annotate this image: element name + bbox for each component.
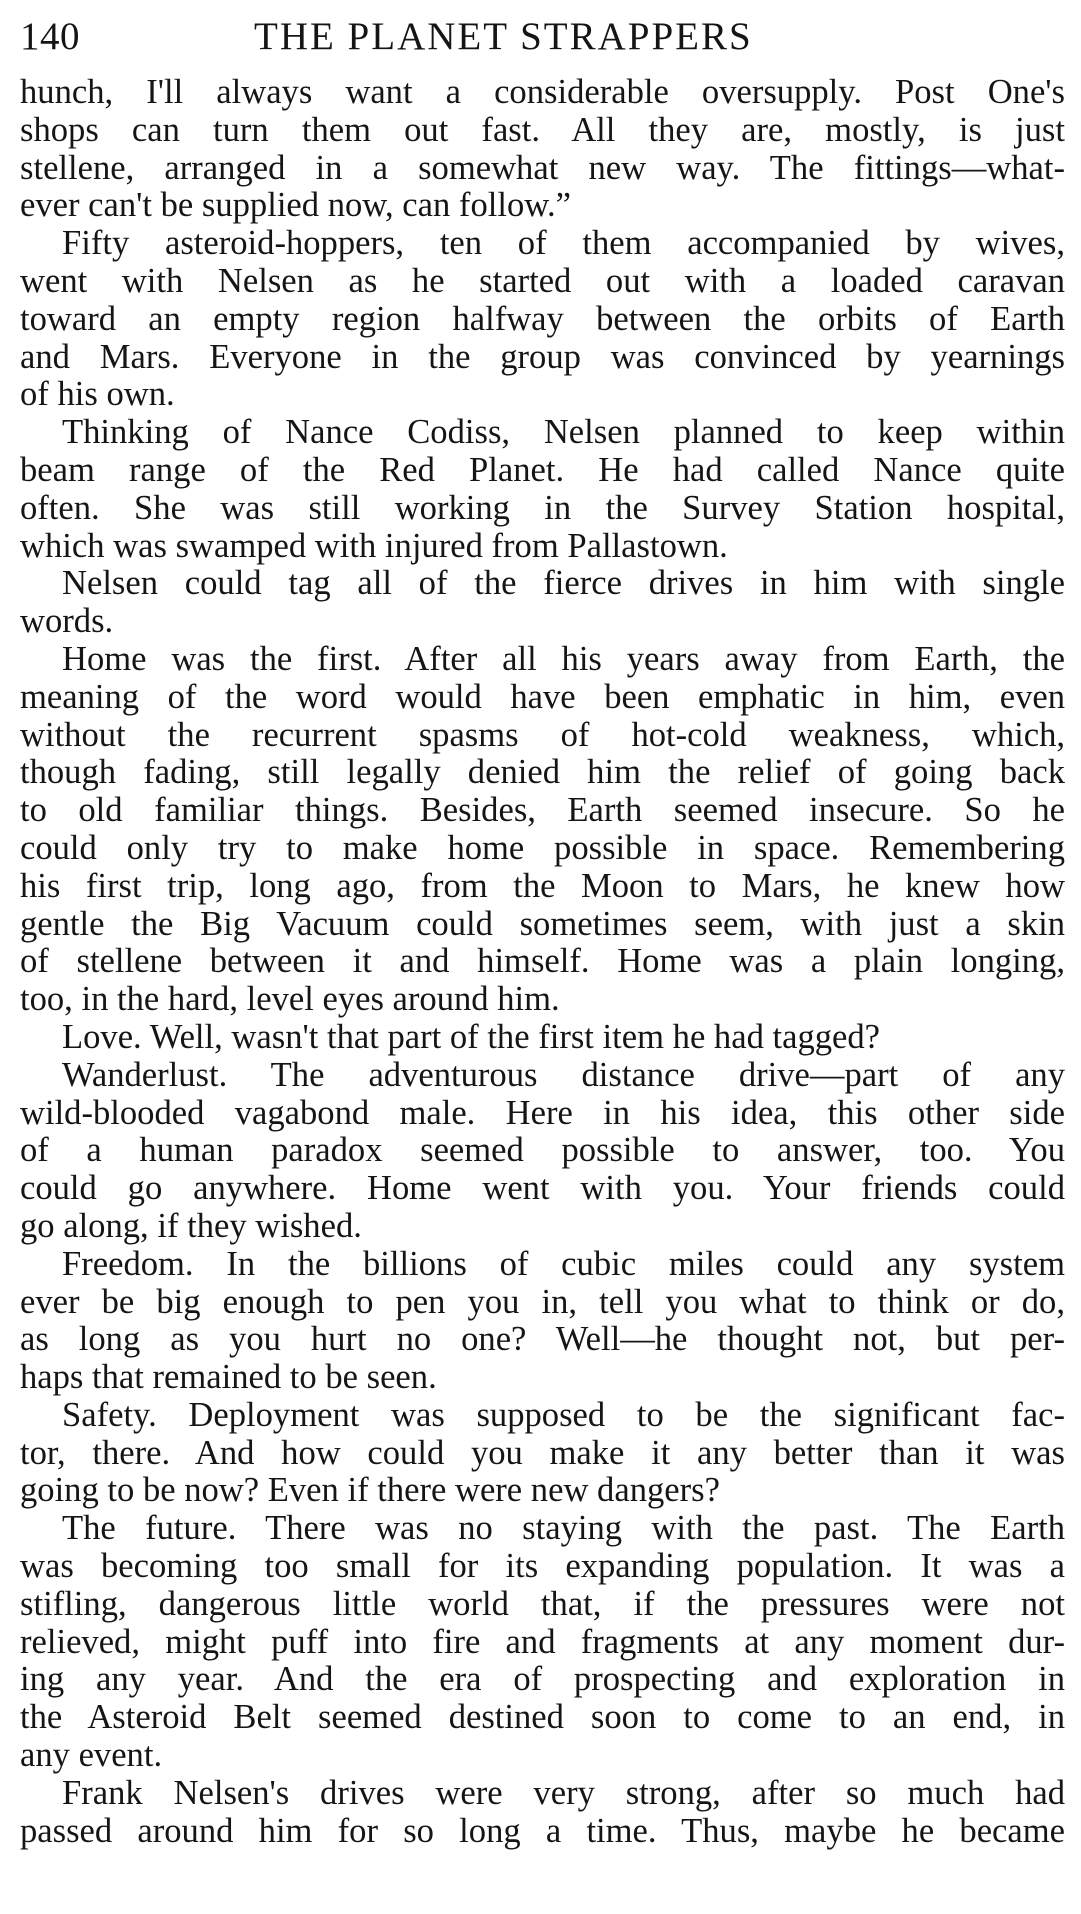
text-line: shops can turn them out fast. All they are, mostly, is just — [20, 110, 1065, 149]
text-line: ing any year. And the era of prospecting and exploration in — [20, 1660, 1065, 1699]
text-line: Safety. Deployment was supposed to be the significant fac- — [62, 1395, 1065, 1434]
text-line: Nelsen could tag all of the fierce drives in him with single — [62, 564, 1065, 603]
text-line: relieved, might puff into fire and fragments at any moment dur- — [20, 1622, 1065, 1661]
running-head — [20, 14, 1065, 74]
page-number: 140 — [20, 15, 80, 58]
text-line: ever be big enough to pen you in, tell you what to think or do, — [20, 1282, 1065, 1321]
text-line: Fifty asteroid-hoppers, ten of them accompanied by wives, — [62, 224, 1065, 263]
text-line: Home was the first. After all his years away from Earth, the — [62, 639, 1065, 678]
text-line: words. — [20, 602, 114, 641]
text-line: of stellene between it and himself. Home was a plain longing, — [20, 942, 1065, 981]
text-line: and Mars. Everyone in the group was convinced by yearnings — [20, 337, 1065, 376]
text-line: as long as you hurt no one? Well—he thought not, but per- — [20, 1320, 1065, 1359]
text-line: the Asteroid Belt seemed destined soon to come to an end, in — [20, 1698, 1065, 1737]
text-line: haps that remained to be seen. — [20, 1358, 437, 1397]
text-line: could only try to make home possible in space. Remembering — [20, 828, 1065, 867]
text-line: meaning of the word would have been emphatic in him, even — [20, 677, 1065, 716]
text-line: which was swamped with injured from Pallastown. — [20, 526, 728, 565]
text-line: gentle the Big Vacuum could sometimes seem, with just a skin — [20, 904, 1065, 943]
running-title: THE PLANET STRAPPERS — [254, 15, 753, 58]
text-line: Frank Nelsen's drives were very strong, after so much had — [62, 1773, 1065, 1812]
text-line: tor, there. And how could you make it any better than it was — [20, 1433, 1065, 1472]
text-line: any event. — [20, 1736, 163, 1775]
text-line: his first trip, long ago, from the Moon to Mars, he knew how — [20, 866, 1065, 905]
text-line: passed around him for so long a time. Thus, maybe he became — [20, 1811, 1065, 1850]
text-line: ever can't be supplied now, can follow.” — [20, 186, 571, 225]
text-line: of a human paradox seemed possible to answer, too. You — [20, 1131, 1065, 1170]
text-line: going to be now? Even if there were new dangers? — [20, 1471, 720, 1510]
text-line: Love. Well, wasn't that part of the first item he had tagged? — [62, 1017, 881, 1056]
text-line: without the recurrent spasms of hot-cold weakness, which, — [20, 715, 1065, 754]
book-page — [20, 14, 1065, 1850]
text-line: toward an empty region halfway between the orbits of Earth — [20, 299, 1065, 338]
text-line: of his own. — [20, 375, 175, 414]
text-line: stifling, dangerous little world that, if the pressures were not — [20, 1584, 1065, 1623]
text-line: too, in the hard, level eyes around him. — [20, 980, 560, 1019]
text-line: Wanderlust. The adventurous distance drive—part of any — [62, 1055, 1065, 1094]
text-line: Freedom. In the billions of cubic miles could any system — [62, 1244, 1065, 1283]
text-line: went with Nelsen as he started out with a loaded caravan — [20, 261, 1065, 300]
text-line: stellene, arranged in a somewhat new way. The fittings—what- — [20, 148, 1065, 187]
text-line: go along, if they wished. — [20, 1206, 362, 1245]
text-line: often. She was still working in the Survey Station hospital, — [20, 488, 1065, 527]
text-line: was becoming too small for its expanding population. It was a — [20, 1547, 1065, 1586]
text-line: though fading, still legally denied him the relief of going back — [20, 753, 1065, 792]
text-line: beam range of the Red Planet. He had called Nance quite — [20, 450, 1065, 489]
text-line: wild-blooded vagabond male. Here in his idea, this other side — [20, 1093, 1065, 1132]
body-text — [20, 74, 1065, 1850]
text-line: to old familiar things. Besides, Earth seemed insecure. So he — [20, 791, 1065, 830]
text-line: The future. There was no staying with the past. The Earth — [62, 1509, 1065, 1548]
text-line: could go anywhere. Home went with you. Your friends could — [20, 1169, 1065, 1208]
text-line: Thinking of Nance Codiss, Nelsen planned to keep within — [62, 413, 1065, 452]
text-line: hunch, I'll always want a considerable oversupply. Post One's — [20, 73, 1065, 111]
